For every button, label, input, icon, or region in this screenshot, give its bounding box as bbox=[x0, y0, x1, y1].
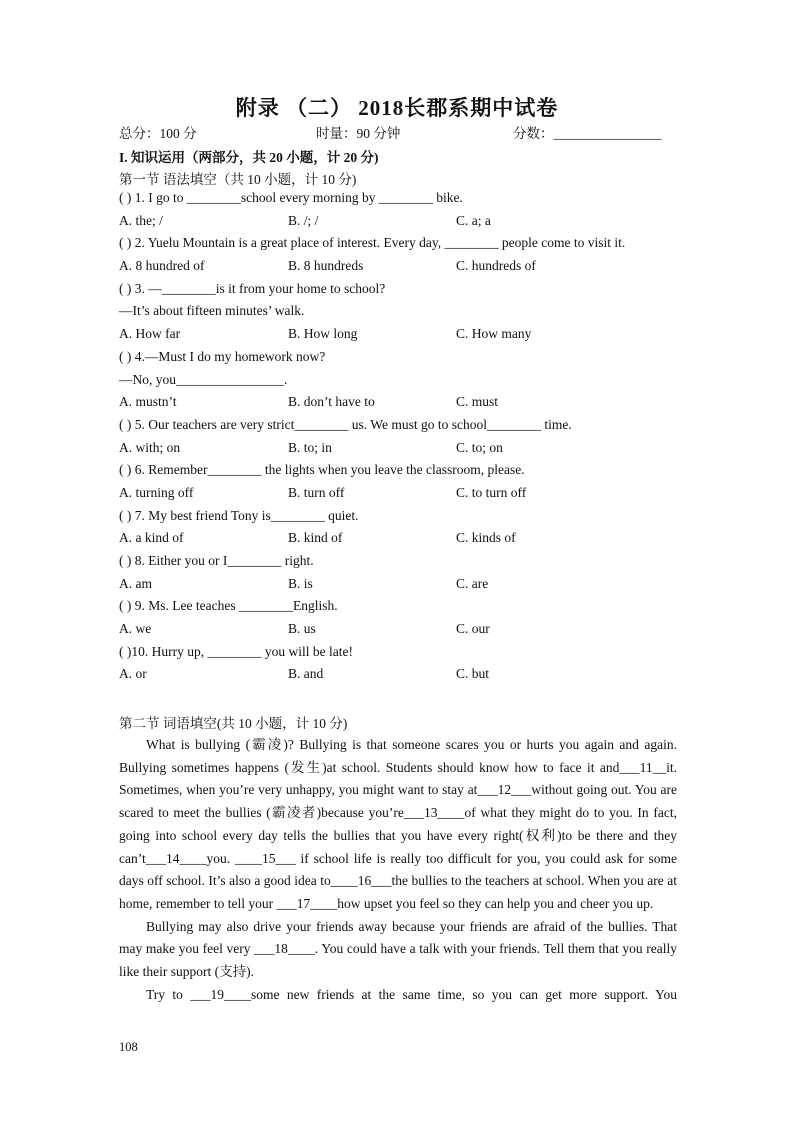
answer-option: C. hundreds of bbox=[456, 258, 536, 274]
answer-option: C. must bbox=[456, 394, 499, 410]
answer-option: C. How many bbox=[456, 326, 532, 342]
answer-option: A. turning off bbox=[119, 484, 194, 500]
question-stem: ( ) 5. Our teachers are very strict________ us. We must go to school________ time. bbox=[119, 416, 572, 432]
question-stem: ( ) 6. Remember________ the lights when you leave the classroom, please. bbox=[119, 462, 525, 478]
page-title: 附录 （二） 2018长郡系期中试卷 bbox=[235, 96, 559, 120]
answer-option: C. are bbox=[456, 575, 489, 591]
section2-heading: 第二节 词语填空(共 10 小题，计 10 分) bbox=[119, 716, 348, 731]
options-row bbox=[119, 530, 679, 553]
answer-option: B. to; in bbox=[288, 439, 332, 455]
score-field: 分数：________________ bbox=[513, 126, 662, 141]
options-row bbox=[119, 666, 679, 689]
question-dialogue-line: —No, you________________. bbox=[119, 371, 288, 387]
answer-option: A. 8 hundred of bbox=[119, 258, 205, 274]
question-dialogue-line: —It’s about fifteen minutes’ walk. bbox=[119, 303, 305, 319]
passage-paragraph: Bullying may also drive your friends away because your friends are afraid of the bullies. That may make you feel very ___18____. You could have a talk with your friends. Tell them that you really like their support (支持). bbox=[119, 918, 677, 980]
answer-option: A. with; on bbox=[119, 439, 181, 455]
answer-option: B. How long bbox=[288, 326, 358, 342]
question-stem: ( ) 1. I go to ________school every morning by ________ bike. bbox=[119, 190, 463, 205]
answer-option: A. a kind of bbox=[119, 530, 184, 546]
options-row bbox=[119, 576, 679, 599]
question-stem: ( ) 2. Yuelu Mountain is a great place of interest. Every day, ________ people come to visit it. bbox=[119, 235, 626, 251]
exam-meta-row bbox=[119, 122, 679, 142]
options-row bbox=[119, 258, 679, 281]
page-number: 108 bbox=[119, 1040, 138, 1054]
answer-option: C. kinds of bbox=[456, 530, 516, 546]
options-row bbox=[119, 621, 679, 644]
options-row bbox=[119, 440, 679, 463]
section1-heading: 第一节 语法填空（共 10 小题，计 10 分) bbox=[119, 172, 357, 187]
question-stem: ( ) 9. Ms. Lee teaches ________English. bbox=[119, 598, 338, 614]
answer-option: A. or bbox=[119, 666, 147, 682]
options-row bbox=[119, 326, 679, 349]
answer-option: A. am bbox=[119, 575, 152, 591]
answer-option: C. but bbox=[456, 666, 490, 682]
answer-option: B. is bbox=[288, 575, 313, 591]
answer-option: C. to turn off bbox=[456, 484, 527, 500]
answer-option: C. our bbox=[456, 621, 490, 637]
answer-option: B. kind of bbox=[288, 530, 343, 546]
answer-option: B. us bbox=[288, 621, 316, 637]
question-stem: ( )10. Hurry up, ________ you will be late! bbox=[119, 643, 353, 659]
answer-option: A. How far bbox=[119, 326, 181, 342]
answer-option: C. a; a bbox=[456, 212, 491, 228]
answer-option: B. 8 hundreds bbox=[288, 258, 364, 274]
answer-option: C. to; on bbox=[456, 439, 503, 455]
question-stem: ( ) 4.—Must I do my homework now? bbox=[119, 348, 326, 364]
cloze-passage bbox=[119, 734, 677, 1006]
question-stem: ( ) 8. Either you or I________ right. bbox=[119, 553, 314, 568]
question-stem: ( ) 7. My best friend Tony is________ quiet. bbox=[119, 507, 359, 523]
total-score: 总分：100 分 bbox=[119, 126, 197, 141]
answer-option: A. we bbox=[119, 621, 152, 637]
answer-option: B. don’t have to bbox=[288, 394, 375, 410]
answer-option: B. turn off bbox=[288, 484, 345, 500]
answer-option: A. mustn’t bbox=[119, 394, 177, 410]
passage-paragraph: What is bullying (霸凌)? Bullying is that someone scares you or hurts you again and again. Bullying sometimes happens (发生)at school. Students should know how to face it and___11__it. Sometimes, when you’re very unhappy, you might want to stay at___12___without going out. You are scared to meet the bullies (霸凌者)because you’re___13____of what they might do to you. In fact, going into school every day tells the bullies that you have every right(权利)to be there and they can’t___14____you. ____15___ if school life is really too difficult for you, you could ask for some days off school. It’s also a good idea to____16___the bullies to the teachers at school. When you are at home, remember to tell your ___17____how upset you feel so they can help you and cheer you up. bbox=[119, 737, 677, 911]
answer-option: B. /; / bbox=[288, 212, 319, 228]
options-row bbox=[119, 394, 679, 417]
options-row bbox=[119, 485, 679, 508]
answer-option: B. and bbox=[288, 666, 324, 682]
part1-heading: I. 知识运用（两部分，共 20 小题，计 20 分) bbox=[119, 150, 379, 165]
options-row bbox=[119, 213, 679, 236]
question-list bbox=[119, 190, 679, 689]
passage-paragraph: Try to ___19____some new friends at the same time, so you can get more support. You bbox=[146, 986, 677, 1002]
question-stem: ( ) 3. —________is it from your home to school? bbox=[119, 280, 386, 296]
answer-option: A. the; / bbox=[119, 212, 163, 228]
time-limit: 时量：90 分钟 bbox=[316, 126, 401, 141]
